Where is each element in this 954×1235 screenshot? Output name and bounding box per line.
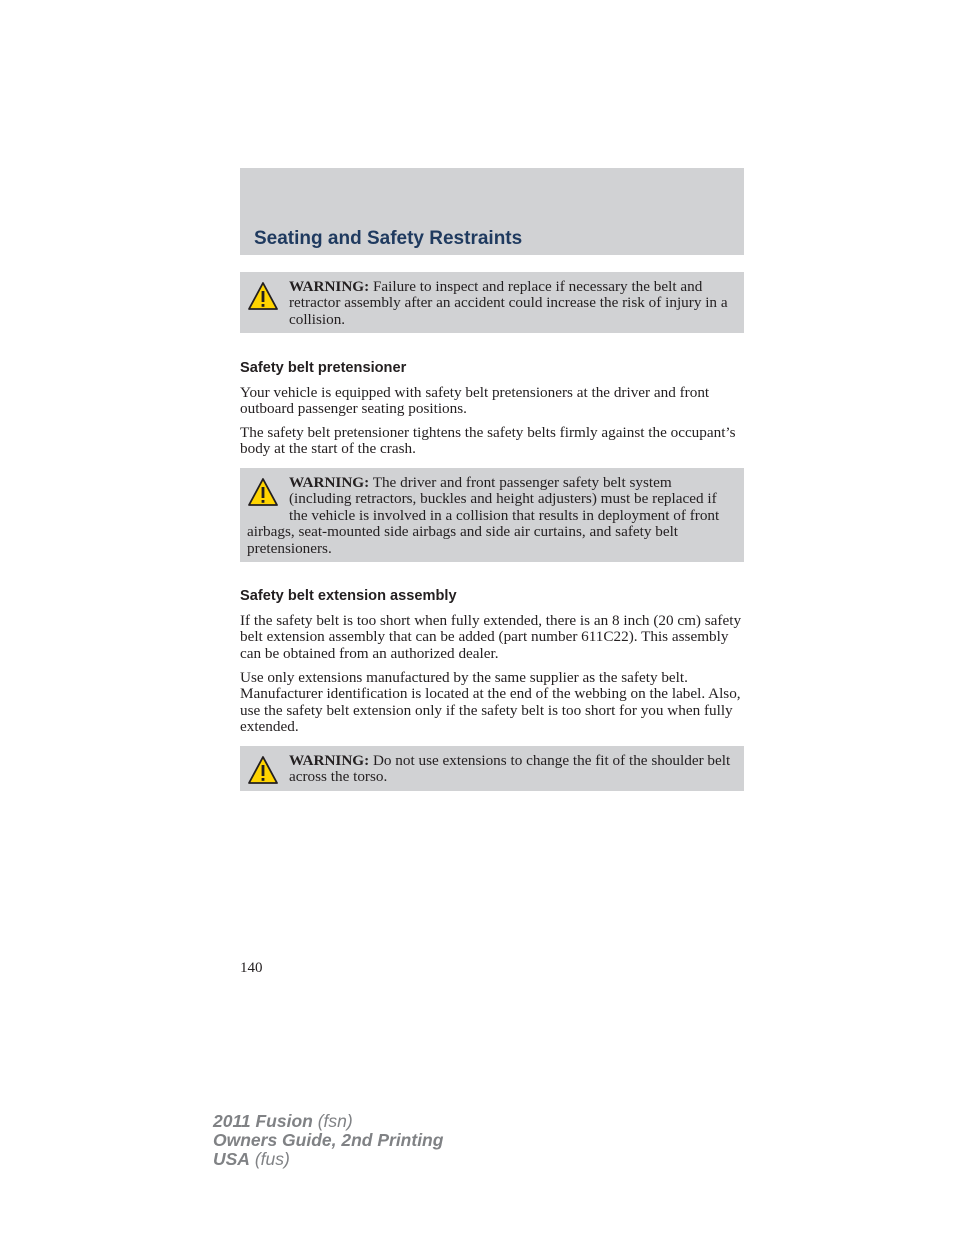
- warning-triangle-icon: [247, 281, 279, 312]
- document-footer: [213, 1112, 443, 1169]
- paragraph: If the safety belt is too short when fully extended, there is an 8 inch (20 cm) safety belt extension assembly that can be added (part number 611C22). This assembly can be obtained from an authorized dealer.: [240, 612, 742, 662]
- section-header-band: [240, 168, 744, 255]
- warning-triangle-icon: [247, 755, 279, 786]
- warning-box-2: [240, 468, 744, 562]
- warning-box-1: [240, 272, 744, 333]
- footer-model: 2011 Fusion: [213, 1111, 313, 1131]
- subheading-pretensioner: Safety belt pretensioner: [240, 360, 407, 376]
- footer-line-3: [213, 1150, 443, 1169]
- footer-line-2: Owners Guide, 2nd Printing: [213, 1130, 444, 1150]
- subheading-extension: Safety belt extension assembly: [240, 588, 457, 604]
- warning-label: WARNING:: [289, 474, 370, 491]
- warning-text: Failure to inspect and replace if necessary the belt and retractor assembly after an accident could increase the risk of injury in a collision.: [289, 278, 728, 328]
- paragraph: Use only extensions manufactured by the same supplier as the safety belt. Manufacturer identification is located at the end of the webbing on the label. Also, use the safety belt extension only if the safety belt is too short for you when fully extended.: [240, 669, 741, 736]
- footer-market-code: (fus): [254, 1149, 290, 1169]
- section-title: Seating and Safety Restraints: [254, 228, 523, 249]
- footer-market: USA: [213, 1149, 250, 1169]
- footer-model-code: (fsn): [317, 1111, 353, 1131]
- warning-label: WARNING:: [289, 278, 370, 295]
- page-number: 140: [240, 960, 263, 976]
- footer-line-1: [213, 1112, 443, 1131]
- warning-box-3: [240, 746, 744, 791]
- paragraph: The safety belt pretensioner tightens the safety belts firmly against the occupant’s body at the start of the crash.: [240, 424, 736, 458]
- warning-label: WARNING:: [289, 752, 370, 769]
- warning-triangle-icon: [247, 477, 279, 508]
- warning-text: Do not use extensions to change the fit of the shoulder belt across the torso.: [289, 752, 731, 786]
- paragraph: Your vehicle is equipped with safety belt pretensioners at the driver and front outboard passenger seating positions.: [240, 384, 710, 418]
- warning-text: The driver and front passenger safety belt system (including retractors, buckles and height adjusters) must be replaced if the vehicle is involved in a collision that results in deployment of front airbags, seat-mounted side airbags and side air curtains, and safety belt pretensioners.: [247, 474, 720, 557]
